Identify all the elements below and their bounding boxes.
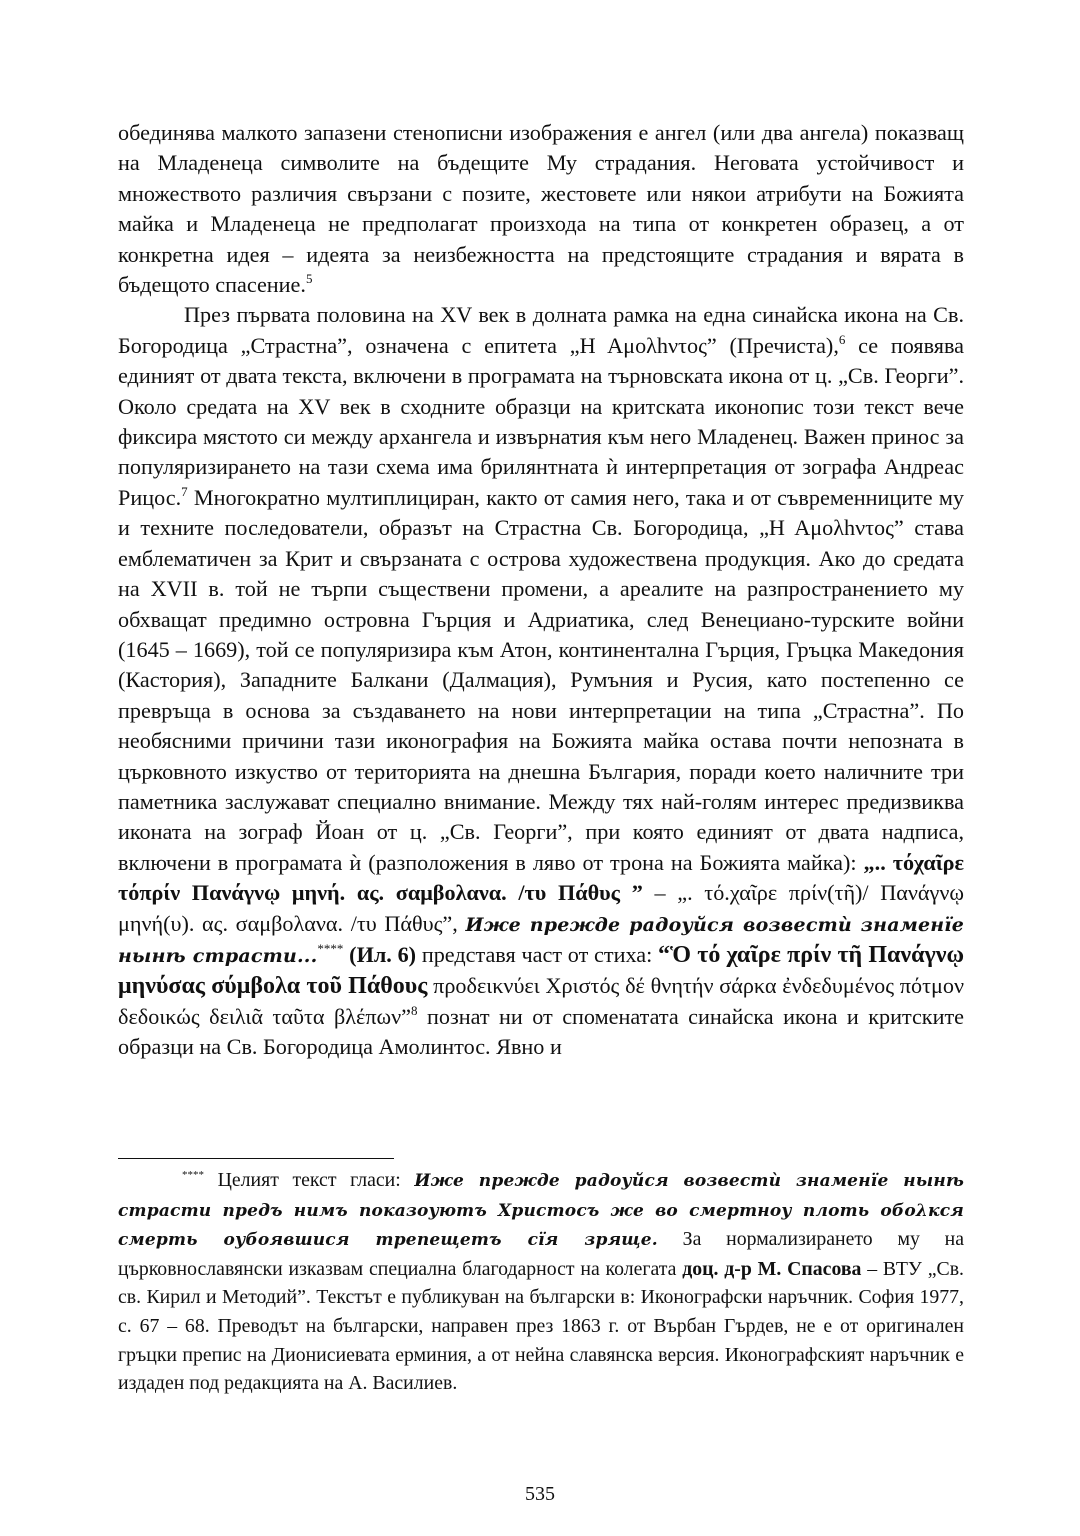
footnote-text-3: – ВТУ „Св. св. Кирил и Методий”. Текстът е публикуван на български в: Иконографски наръчник. София 1977, с. 67 – 68. Преводът на български, направен през 1863 г. от Върбан Гърдев, не е от оригинален гръцки препис на Дионисиевата ерминия, а от нейна славянска версия. Иконографският наръчник е издаден под редакцията на А. Василиев. — [118, 1257, 964, 1395]
p2-sentence-2: се появява единият от двата текста, включени в програмата на търновската икона от ц. „Св. Георги”. Около средата на XV век в сходните образци на критската иконопис този текст вече фиксира мястото си между архангела и извърнатия към него Младенец. Важен принос за популяризирането на тази схема има брилянтната ѝ интерпретация от зографа Андреас Рицос. — [118, 332, 964, 510]
footnote-text-1: Целият текст гласи: — [204, 1169, 415, 1191]
footnote-marker: **** — [182, 1169, 204, 1181]
paragraph-2 — [118, 300, 964, 1062]
page-body — [118, 118, 964, 1063]
footnote-ref-7: 7 — [181, 483, 188, 499]
p2-sentence-3: Многократно мултиплициран, както от самия него, така и от съвременниците му и техните последователи, образът на Страстна Св. Богородица, „Η Αμολhντος” става емблематичен за Крит и свързаната с острова художествена продукция. Ако до средата на XVII в. той не търпи съществени промени, а ареалите на разпространението му обхващат предимно островна Гърция и Адриатика, след Венециано-турските войни (1645 – 1669), той се популяризира към Атон, континентална Гърция, Гръцка Македония (Кастория), Западните Балкани (Далмация), Румъния и Русия, като постепенно се превръща в основа за създаването на нови интерпретации на типа „Страстна”. По необясними причини тази иконография на Божията майка остава почти непозната в църковното изкуство от територията на днешна България, поради което наличните три паметника заслужават специално внимание. Между тях най-голям интерес предизвиква иконата на зограф Йоан от ц. „Св. Георги”, при която единият от двата надписа, включени в програмата ѝ (разположения в ляво от трона на Божията майка): — [118, 484, 964, 875]
paragraph-1 — [118, 118, 964, 300]
footnote-bold-name: доц. д-р М. Спасова — [682, 1257, 862, 1280]
footnote-text-2: За нормализирането му на църковнославянски изказвам специална благодарност на колегата — [118, 1228, 964, 1280]
greek-verse-bold: “Ὁ τό χαῖρε πρίν τῆ Πανάγνῳ μηνύσας σύμβολα τοῦ Πάθους — [118, 941, 965, 1000]
footnote-ref-stars: **** — [317, 940, 344, 956]
p2-sentence-5: представя част от стиха: — [416, 941, 659, 967]
p2-sentence-7: познат ни от споменатата синайска икона и критските образци на Св. Богородица Амолинтос. Явно и — [118, 1003, 964, 1060]
greek-inscription-bold: „.. τόχαῖρε τόπρίν Πανάγνῳ μηνή. ας. σαμβολανα. /τυ Πάθυς ” — [118, 849, 964, 906]
paragraph-1-text: обединява малкото запазени стенописни изображения е ангел (или два ангела) показващ на Младенеца символите на бъдещите Му страдания. Неговата устойчивост и множеството различия свързани с позите, жестовете или някои атрибути на Божията майка и Младенеца не предполагат произхода на типа от конкретен образец, а от конкретна идея – идеята за неизбежността на предстоящите страдания и вярата в бъдещото спасение. — [118, 120, 964, 298]
footnote-separator — [118, 1158, 394, 1159]
footnote-ref-6: 6 — [838, 331, 846, 347]
footnote-church-slavonic: Иже прежде радоуйся возвестѝ знаменїе нынѣ страсти предъ нимъ показоуютъ Христосъ же во смертноу плоть обολкся смерть оубоявшися трепещетъ сїя зряще. — [118, 1171, 964, 1251]
page-number: 535 — [525, 1483, 555, 1505]
church-slavonic-inscription: Иже прежде радоуйся возвестѝ знаменїе нынѣ страсти... — [118, 913, 965, 967]
footnote-ref-8: 8 — [411, 1002, 418, 1018]
p2-sentence-1: През първата половина на XV век в долната рамка на една синайска икона на Св. Богородица „Страстна”, означена с епитета „Η Αμολhντος” (Пречиста), — [118, 302, 964, 358]
footnote-ref-5: 5 — [305, 271, 313, 287]
p2-sentence-6: προδεικνύει Χριστός δέ θνητήν σάρκα ἐνδεδυμένος πότμον δεδοικώς δειλιᾶ ταῦτα βλέπων” — [118, 973, 965, 1029]
footnote — [118, 1166, 964, 1398]
illustration-ref: (Ил. 6) — [343, 941, 417, 967]
p2-sentence-4: – „. τό.χαῖρε πρίν(τῆ)/ Πανάγνῳ μηνή(υ). ας. σαμβολανα. /τυ Πάθυς”, — [118, 880, 965, 936]
